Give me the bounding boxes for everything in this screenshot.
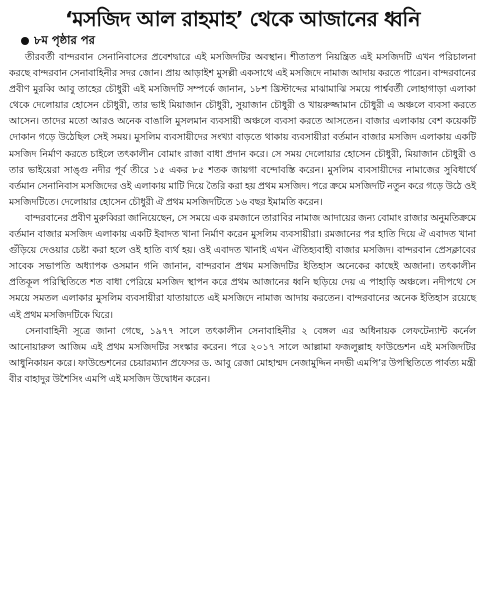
continued-from-text: ৮ম পৃষ্ঠার পর: [34, 33, 95, 47]
article-paragraph-2: বান্দরবানের প্রবীণ মুরুব্বিরা জানিয়েছেন, সে সময়ে এক রমজানে তারাবির নামাজ আদায়ের জন্য বোমাং রাজার অনুমতিক্রমে বর্তমান বাজার মসজিদ এলাকায় একটি ইবাদত খানা নির্মাণ করেন মুসলিম ব্যবসায়ীরা। রমজানের পর হাতি দিয়ে ঐ এবাদত খানা গুঁড়িয়ে দেওয়ার চেষ্টা করা হলে ওই হাতি ব্যর্থ হয়। ওই এবাদত খানাই এখন ঐতিহ্যবাহী বাজার মসজিদ। বান্দরবান প্রেসক্লাবের সাবেক সভাপতি অধ্যাপক ওসমান গনি জানান, বান্দরবান প্রথম মসজিদটির ইতিহাস অনেকের কাছেই অজানা। তৎকালীন প্রতিকূল পরিস্থিতিতে শত বাধা পেরিয়ে মসজিদ স্থাপন করে প্রথম আজানের ধ্বনি ছড়িয়ে দেয় এ পাহাড়ি অঞ্চলে। নদীপথে সে সময়ে সমতল এলাকার মুসলিম ব্যবসায়ীরা যাতায়াতে এই মসজিদে নামাজ আদায় করতেন। বান্দরবানের অনেক ইতিহাস রয়েছে এই প্রথম মসজিদটিকে ঘিরে।: [9, 212, 476, 321]
article-paragraph-1: তীরবর্তী বান্দরবান সেনানিবাসের প্রবেশদ্বারে এই মসজিদটির অবস্থান। শীতাতপ নিয়ন্ত্রিত এই মসজিদটি এখন পরিচালনা করছে বান্দরবান সেনাবাহিনীর সদর জোন। প্রায় আড়াইশ মুসল্লী একসাথে এই মসজিদে নামাজ আদায় করতে পারেন। বান্দরবানের প্রবীণ মুরব্বি আবু তাহের চৌধুরী এই মসজিদটি সম্পর্কে জানান, ১৮শ খ্রিস্টাব্দের মাঝামাঝি সময়ে পার্শ্ববর্তী লোহাগাড়া এলাকা থেকে দেলোয়ার হোসেন চৌধুরী, তার ভাই মিয়াজান চৌধুরী, সুয়াজান চৌধুরী ও খায়রুজ্জামান চৌধুরী এ অঞ্চলে ব্যবসা করতে আসেন। তাদের মতো আরও অনেক বাঙালি মুসলমান ব্যবসায়ী অঞ্চলে ব্যবসা করতে আসতেন। বাজার এলাকায় বেশ কয়েকটি দোকান গড়ে উঠেছিল সেই সময়। মুসলিম ব্যবসায়ীদের সংখ্যা বাড়তে থাকায় ব্যবসায়ীরা বর্তমান বাজার মসজিদ এলাকায় একটি মসজিদ নির্মাণ করতে চাইলে তৎকালীন বোমাং রাজা বাধা প্রদান করে। সে সময় দেলোয়ার হোসেন চৌধুরী, মিয়াজান চৌধুরী ও তার ভাইয়েরা সাঙ্গু নদীর পূর্ব তীরে ১৫ একর ৮৫ শতক জায়গা বন্দোবস্তি করেন। মুসলিম ব্যবসায়ীদের নামাজের সুবিধার্থে বর্তমান সেনানিবাস মসজিদের ওই এলাকায় মাটি দিয়ে তৈরি করা হয় প্রথম মসজিদ। পরে ক্রমে মসজিদটি নতুন করে গড়ে উঠে ওই মসজিদটিতে। দেলোয়ার হোসেন চৌধুরী ঐ প্রথম মসজিদটিতে ১৬ বছর ইমামতি করেন।: [9, 52, 476, 208]
bullet-icon: [21, 37, 29, 45]
article-body: [9, 50, 476, 388]
continued-from-label: [21, 33, 476, 48]
article-headline: ‘মসজিদ আল রাহমাহ’ থেকে আজানের ধ্বনি: [64, 7, 421, 31]
article-paragraph-3: সেনাবাহিনী সূত্রে জানা গেছে, ১৯৭৭ সালে তৎকালীন সেনাবাহিনীর ২ বেঙ্গল এর অধিনায়ক লেফটেন্যান্ট কর্নেল আনোয়ারুল আজিম এই প্রথম মসজিদটির সংস্কার করেন। পরে ২০১৭ সালে আল্লামা ফজলুল্লাহ ফাউন্ডেশন এই মসজিদটির আধুনিকায়ন করে। ফাউন্ডেশনের চেয়ারম্যান প্রফেসর ড. আবু রেজা মোহাম্মদ নেজামুদ্দিন নদভী এমপি’র উপস্থিতিতে পার্বত্য মন্ত্রী বীর বাহাদুর উশৈসিং এমপি এই মসজিদ উদ্বোধন করেন।: [9, 325, 476, 385]
